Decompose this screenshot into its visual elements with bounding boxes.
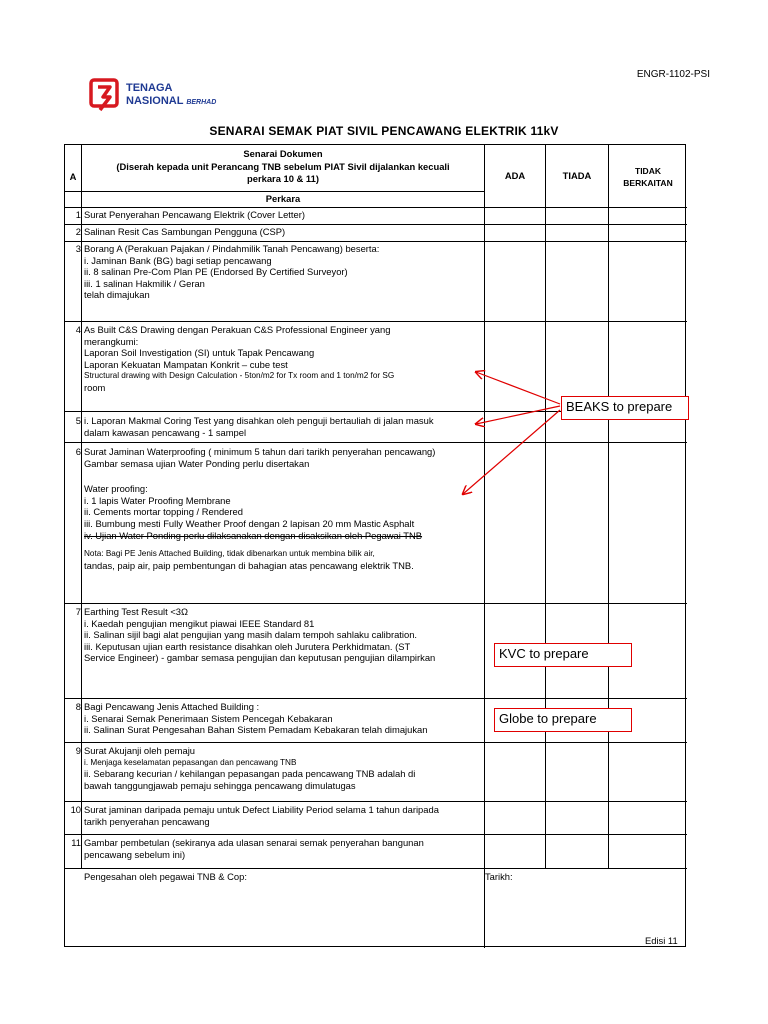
item-number: 9 <box>75 745 81 756</box>
company-suffix: BERHAD <box>186 99 217 106</box>
perkara-header: Perkara <box>265 193 301 204</box>
item-text: Surat Akujanji oleh pemaju i. Menjaga keselamatan pepasangan dan pencawang TNB ii. Sebarang kecurian / kehilangan pepasangan pada pencawang TNB adalah di bawah tanggungjawab pemaju sehingga pencawang dimulatugas <box>84 745 416 791</box>
item-number: 7 <box>75 606 81 617</box>
company-name-line1: TENAGA <box>126 82 173 94</box>
doc-list-subtitle: (Diserah kepada unit Perancang TNB sebelum PIAT Sivil dijalankan kecuali perkara 10 & 11) <box>116 161 450 184</box>
item-number: 4 <box>75 324 81 335</box>
tiada-header: TIADA <box>562 170 592 181</box>
company-name-main: NASIONAL <box>126 95 184 107</box>
arrow-to-item-6 <box>463 410 560 494</box>
page-title: SENARAI SEMAK PIAT SIVIL PENCAWANG ELEKTRIK 11kV <box>209 124 559 138</box>
item-text: Salinan Resit Cas Sambungan Pengguna (CSP) <box>84 226 286 237</box>
col-a-header: A <box>69 171 77 182</box>
item-number: 6 <box>75 446 81 457</box>
tidak-berkaitan-line1: TIDAK <box>635 166 661 176</box>
item-number: 1 <box>75 209 81 220</box>
item-number: 5 <box>75 415 81 426</box>
ada-header: ADA <box>504 170 526 181</box>
item-number: 11 <box>71 837 81 848</box>
item-text: i. Laporan Makmal Coring Test yang disahkan oleh penguji bertauliah di jalan masuk dalam kawasan pencawang - 1 sampel <box>84 415 434 438</box>
item-number: 3 <box>75 243 81 254</box>
item-text: Earthing Test Result <3Ω i. Kaedah pengujian mengikut piawai IEEE Standard 81 ii. Salinan sijil bagi alat pengujian yang masih dalam tempoh sahlaku calibration. iii. Keputusan ujian earth resistance disahkan oleh Jurutera Perkhidmatan. (ST Service Engineer) - gambar semasa pengujian dan keputusan pengujian dilampirkan <box>84 606 436 664</box>
tidak-berkaitan-line2: BERKAITAN <box>623 178 673 188</box>
item-text: Surat Penyerahan Pencawang Elektrik (Cover Letter) <box>84 209 305 220</box>
kvc-annotation: KVC to prepare <box>494 643 632 667</box>
item-text: Bagi Pencawang Jenis Attached Building : i. Senarai Semak Penerimaan Sistem Pencegah Kebakaran ii. Salinan Surat Pengesahan Bahan Sistem Pemadam Kebakaran telah dimajukan <box>84 701 428 736</box>
item-text: Borang A (Perakuan Pajakan / Pindahmilik Tanah Pencawang) beserta: i. Jaminan Bank (BG) bagi setiap pencawang ii. 8 salinan Pre-Com Plan PE (Endorsed By Certified Surveyor) iii. 1 salinan Hakmilik / Geran telah dimajukan <box>84 243 380 301</box>
verification-label: Pengesahan oleh pegawai TNB & Cop: <box>84 871 247 882</box>
item-number: 2 <box>75 226 81 237</box>
item-text: Surat jaminan daripada pemaju untuk Defect Liability Period selama 1 tahun daripada tarikh penyerahan pencawang <box>84 804 439 827</box>
document-code: ENGR-1102-PSI <box>636 69 710 80</box>
date-label: Tarikh: <box>485 871 513 882</box>
globe-annotation: Globe to prepare <box>494 708 632 732</box>
edition-label: Edisi 11 <box>645 935 678 946</box>
item-number: 10 <box>70 804 81 815</box>
item-text: Gambar pembetulan (sekiranya ada ulasan senarai semak penyerahan bangunan pencawang sebelum ini) <box>84 837 424 860</box>
beaks-annotation: BEAKS to prepare <box>561 396 689 420</box>
item-number: 8 <box>75 701 81 712</box>
item-text: As Built C&S Drawing dengan Perakuan C&S Professional Engineer yang merangkumi: Laporan Soil Investigation (SI) untuk Tapak Pencawang Laporan Kekuatan Mampatan Konkrit – cube test Structural drawing with Design Calculation - 5ton/m2 for Tx room and 1 ton/m2 for SG room <box>84 324 395 393</box>
item-text: Surat Jaminan Waterproofing ( minimum 5 tahun dari tarikh penyerahan pencawang) Gambar semasa ujian Water Ponding perlu disertakan Water proofing: i. 1 lapis Water Proofing Membrane ii. Cements mortar topping / Rendered iii. Bumbung mesti Fully Weather Proof dengan 2 lapisan 20 mm Mastic Asphalt iv. Ujian Water Ponding perlu dilaksanakan dengan disaksikan oleh Pegawai TNB Nota: Bagi PE Jenis Attached Building, tidak dibenarkan untuk membina bilik air, tandas, paip air, paip pembentungan di bahagian atas pencawang elektrik TNB. <box>84 446 436 571</box>
arrow-to-item-4 <box>476 372 560 404</box>
doc-list-title: Senarai Dokumen <box>243 148 323 159</box>
